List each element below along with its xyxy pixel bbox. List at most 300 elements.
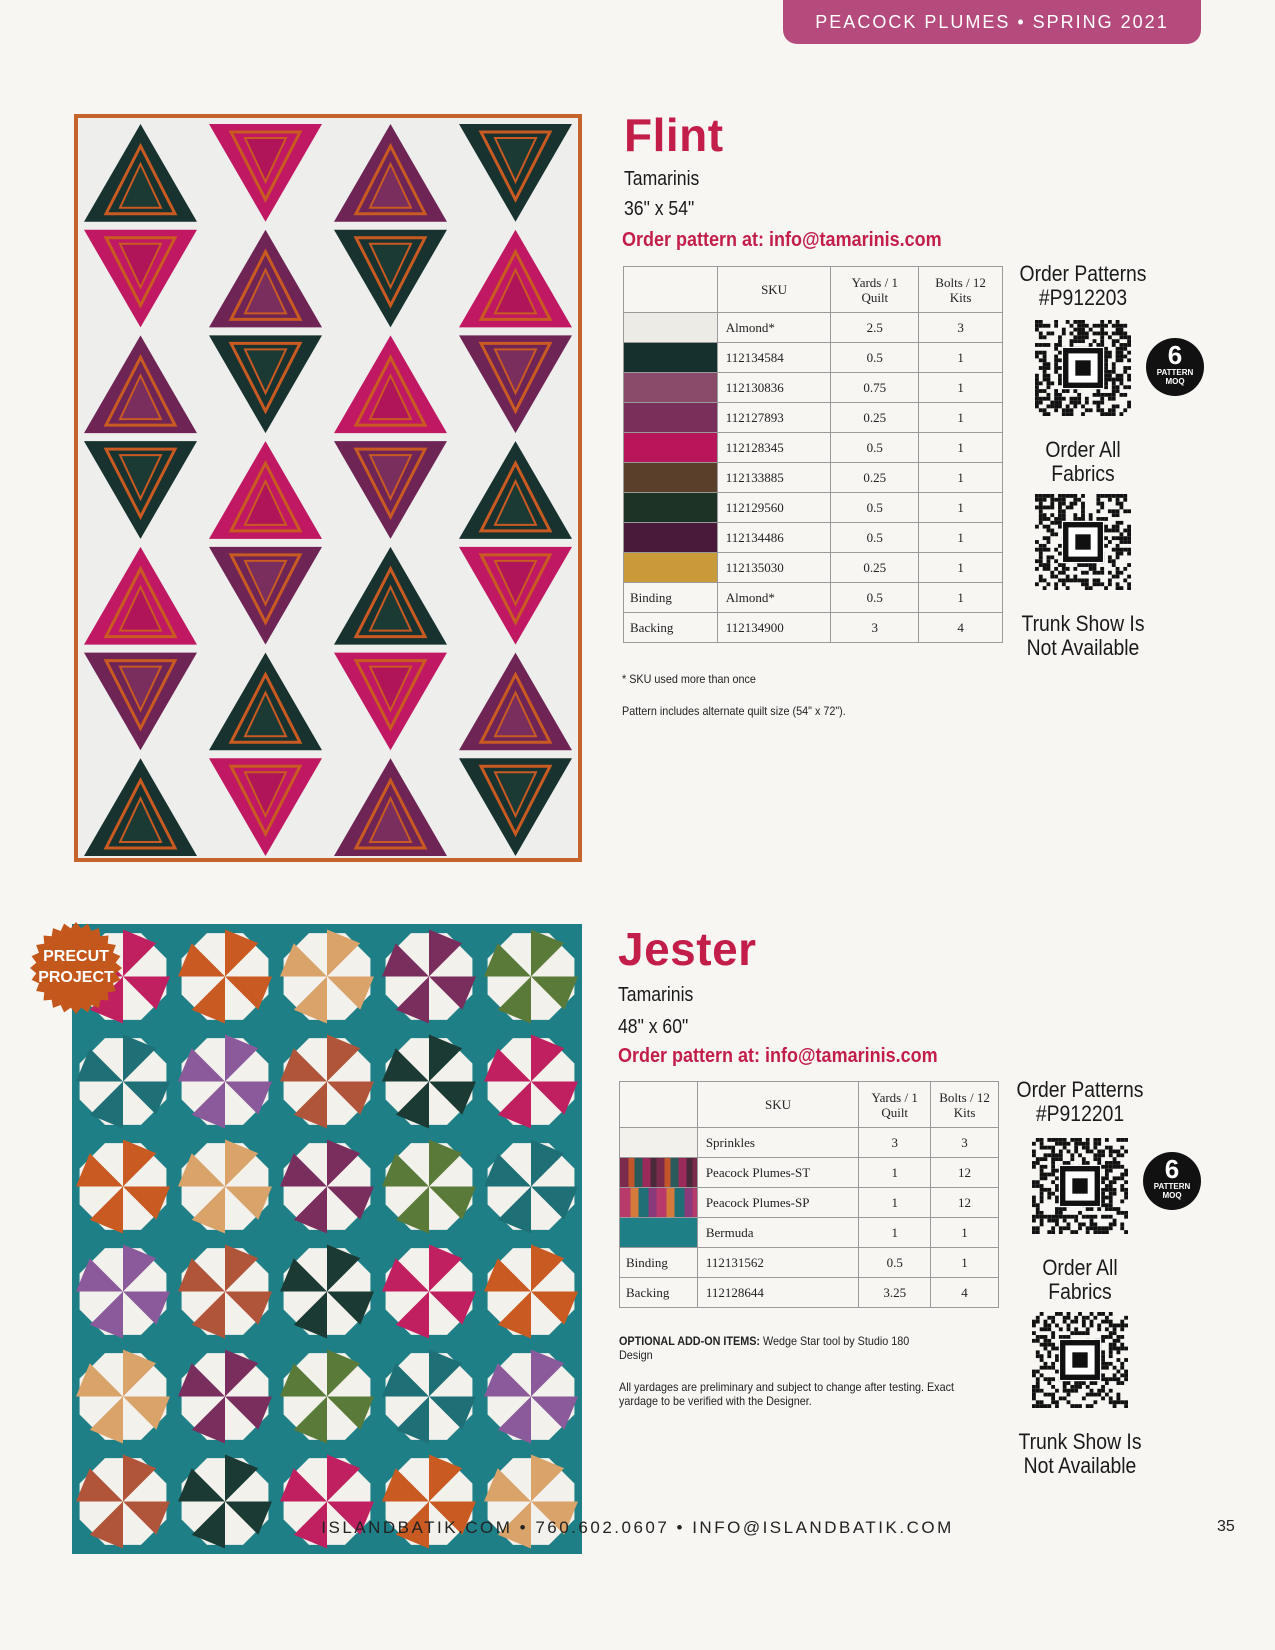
qr-module xyxy=(1109,1350,1113,1354)
qr-module xyxy=(1123,393,1127,397)
qr-module xyxy=(1040,1222,1044,1226)
qr-module xyxy=(1105,1366,1109,1370)
qr-module xyxy=(1112,536,1116,540)
jester-size: 48" x 60" xyxy=(618,1016,689,1038)
qr-module xyxy=(1116,355,1120,359)
qr-module xyxy=(1035,343,1039,347)
qr-module xyxy=(1070,1153,1074,1157)
qr-module xyxy=(1051,1226,1055,1230)
bolts-value: 3 xyxy=(919,313,1003,343)
qr-module xyxy=(1035,567,1039,571)
qr-module xyxy=(1090,1381,1094,1385)
qr-module xyxy=(1108,370,1112,374)
qr-module xyxy=(1055,1400,1059,1404)
qr-module xyxy=(1109,1331,1113,1335)
qr-module xyxy=(1116,548,1120,552)
qr-module xyxy=(1047,525,1051,529)
qr-module xyxy=(1093,1316,1097,1320)
qr-module xyxy=(1096,408,1100,412)
qr-module xyxy=(1054,324,1058,328)
qr-module xyxy=(1073,397,1077,401)
qr-module xyxy=(1112,389,1116,393)
qr-module xyxy=(1055,1199,1059,1203)
flint-order-link[interactable]: Order pattern at: info@tamarinis.com xyxy=(622,229,942,251)
qr-module xyxy=(1054,408,1058,412)
qr-module xyxy=(1109,1188,1113,1192)
qr-module xyxy=(1119,332,1123,336)
qr-module xyxy=(1116,509,1120,513)
qr-module xyxy=(1120,1173,1124,1177)
qr-module xyxy=(1096,498,1100,502)
table-row xyxy=(624,493,1003,523)
qr-module xyxy=(1054,582,1058,586)
qr-module xyxy=(1059,1230,1063,1234)
qr-module xyxy=(1116,1339,1120,1343)
qr-module xyxy=(1123,355,1127,359)
bolts-value: 3 xyxy=(931,1128,999,1158)
qr-module xyxy=(1081,412,1085,416)
bolts-value: 1 xyxy=(919,463,1003,493)
qr-module xyxy=(1109,1324,1113,1328)
jester-fabrics-qr-code[interactable] xyxy=(1032,1312,1128,1408)
qr-module xyxy=(1112,393,1116,397)
qr-module xyxy=(1070,494,1074,498)
qr-module xyxy=(1119,540,1123,544)
qr-module xyxy=(1047,1138,1051,1142)
qr-module xyxy=(1109,1207,1113,1211)
qr-module xyxy=(1070,332,1074,336)
qr-module xyxy=(1058,509,1062,513)
qr-module xyxy=(1039,517,1043,521)
qr-module xyxy=(1070,339,1074,343)
qr-module xyxy=(1043,498,1047,502)
qr-module xyxy=(1039,332,1043,336)
qr-module xyxy=(1108,555,1112,559)
fabric-swatch xyxy=(620,1218,698,1248)
qr-module xyxy=(1032,1324,1036,1328)
qr-module xyxy=(1032,1370,1036,1374)
qr-module xyxy=(1127,378,1131,382)
qr-module xyxy=(1063,1320,1067,1324)
jester-order-fabrics-line2: Fabrics xyxy=(1048,1279,1112,1304)
qr-module xyxy=(1073,404,1077,408)
qr-module xyxy=(1032,1389,1036,1393)
qr-module xyxy=(1044,1165,1048,1169)
qr-module xyxy=(1036,1161,1040,1165)
qr-module xyxy=(1093,393,1097,397)
qr-module xyxy=(1036,1354,1040,1358)
qr-module xyxy=(1047,529,1051,533)
qr-module xyxy=(1100,328,1104,332)
qr-module xyxy=(1116,575,1120,579)
qr-module xyxy=(1044,1327,1048,1331)
qr-module xyxy=(1058,343,1062,347)
qr-module xyxy=(1105,1381,1109,1385)
qr-module xyxy=(1100,506,1104,510)
qr-module xyxy=(1124,1169,1128,1173)
qr-module xyxy=(1105,1327,1109,1331)
qr-module xyxy=(1040,1176,1044,1180)
qr-module xyxy=(1051,1320,1055,1324)
qr-module xyxy=(1035,582,1039,586)
qr-module xyxy=(1047,555,1051,559)
qr-module xyxy=(1108,559,1112,563)
qr-module xyxy=(1050,521,1054,525)
qr-module xyxy=(1101,1339,1105,1343)
qr-module xyxy=(1067,1222,1071,1226)
qr-module xyxy=(1113,1377,1117,1381)
qr-module xyxy=(1123,408,1127,412)
qr-module xyxy=(1067,1324,1071,1328)
qr-module xyxy=(1116,498,1120,502)
qr-module xyxy=(1096,578,1100,582)
qr-module xyxy=(1070,1331,1074,1335)
qr-module xyxy=(1078,1385,1082,1389)
qr-module xyxy=(1085,586,1089,590)
qr-module xyxy=(1047,404,1051,408)
qr-module xyxy=(1058,517,1062,521)
qr-module xyxy=(1032,1320,1036,1324)
qr-module xyxy=(1093,1215,1097,1219)
qr-module xyxy=(1055,1157,1059,1161)
qr-module xyxy=(1100,517,1104,521)
qr-module xyxy=(1119,378,1123,382)
qr-module xyxy=(1036,1230,1040,1234)
qr-module xyxy=(1051,1396,1055,1400)
qr-module xyxy=(1035,548,1039,552)
table-header-bolts: Bolts / 12 Kits xyxy=(919,267,1003,313)
qr-module xyxy=(1097,1207,1101,1211)
qr-module xyxy=(1074,1320,1078,1324)
qr-module xyxy=(1051,1385,1055,1389)
qr-module xyxy=(1059,1335,1063,1339)
qr-module xyxy=(1090,1389,1094,1393)
qr-module xyxy=(1043,513,1047,517)
qr-module xyxy=(1047,540,1051,544)
qr-module xyxy=(1109,1396,1113,1400)
qr-module xyxy=(1059,1312,1063,1316)
qr-module xyxy=(1039,575,1043,579)
qr-module xyxy=(1039,513,1043,517)
qr-module xyxy=(1059,1226,1063,1230)
qr-module xyxy=(1047,385,1051,389)
qr-module xyxy=(1101,1354,1105,1358)
qr-module xyxy=(1062,328,1066,332)
qr-module xyxy=(1077,335,1081,339)
qr-module xyxy=(1055,1184,1059,1188)
qr-module xyxy=(1059,1207,1063,1211)
qr-module xyxy=(1047,567,1051,571)
jester-fabric-table xyxy=(619,1081,999,1308)
qr-module xyxy=(1043,362,1047,366)
qr-module xyxy=(1085,401,1089,405)
qr-module xyxy=(1096,393,1100,397)
qr-module xyxy=(1051,1173,1055,1177)
qr-module xyxy=(1119,552,1123,556)
qr-module xyxy=(1120,1222,1124,1226)
yards-value: 1 xyxy=(859,1158,931,1188)
qr-module xyxy=(1047,324,1051,328)
qr-module xyxy=(1047,1316,1051,1320)
qr-module xyxy=(1073,335,1077,339)
qr-module xyxy=(1035,385,1039,389)
qr-module xyxy=(1035,351,1039,355)
qr-module xyxy=(1036,1370,1040,1374)
header-tab xyxy=(783,0,1201,44)
jester-trunk-show xyxy=(1014,1430,1146,1478)
qr-module xyxy=(1062,494,1066,498)
qr-module xyxy=(1044,1393,1048,1397)
flint-fabrics-qr-code[interactable] xyxy=(1035,494,1131,590)
jester-designer: Tamarinis xyxy=(618,984,694,1006)
qr-module xyxy=(1093,578,1097,582)
fabric-sku: Almond* xyxy=(717,583,831,613)
qr-module xyxy=(1113,1373,1117,1377)
qr-module xyxy=(1043,548,1047,552)
jester-order-link[interactable]: Order pattern at: info@tamarinis.com xyxy=(618,1045,938,1067)
qr-module xyxy=(1062,412,1066,416)
qr-module xyxy=(1119,532,1123,536)
qr-module xyxy=(1036,1207,1040,1211)
qr-module xyxy=(1044,1343,1048,1347)
qr-module xyxy=(1062,498,1066,502)
qr-module xyxy=(1078,1312,1082,1316)
qr-module xyxy=(1112,362,1116,366)
qr-module xyxy=(1089,408,1093,412)
fabric-sku: 112130836 xyxy=(717,373,831,403)
qr-module xyxy=(1113,1347,1117,1351)
qr-module xyxy=(1058,571,1062,575)
qr-module xyxy=(1058,335,1062,339)
qr-module xyxy=(1116,586,1120,590)
flint-pattern-qr-code[interactable] xyxy=(1035,320,1131,416)
fabric-swatch xyxy=(624,373,718,403)
qr-module xyxy=(1074,1389,1078,1393)
qr-module xyxy=(1059,1211,1063,1215)
qr-module xyxy=(1109,1161,1113,1165)
qr-module xyxy=(1105,1161,1109,1165)
qr-module xyxy=(1119,343,1123,347)
qr-module xyxy=(1108,509,1112,513)
qr-module xyxy=(1120,1146,1124,1150)
qr-module xyxy=(1062,563,1066,567)
qr-module xyxy=(1089,517,1093,521)
qr-module xyxy=(1074,1404,1078,1408)
qr-module xyxy=(1067,1161,1071,1165)
qr-module xyxy=(1120,1335,1124,1339)
bolts-value: 1 xyxy=(931,1248,999,1278)
qr-module xyxy=(1063,1385,1067,1389)
qr-module xyxy=(1112,412,1116,416)
fabric-sku: 112131562 xyxy=(697,1248,858,1278)
qr-module xyxy=(1036,1381,1040,1385)
qr-module xyxy=(1077,498,1081,502)
jester-quilt-image xyxy=(72,924,582,1554)
qr-module xyxy=(1051,1165,1055,1169)
qr-module xyxy=(1078,1142,1082,1146)
qr-module xyxy=(1097,1327,1101,1331)
table-row xyxy=(620,1278,999,1308)
qr-module xyxy=(1043,408,1047,412)
qr-module xyxy=(1043,563,1047,567)
qr-module xyxy=(1040,1142,1044,1146)
flint-designer: Tamarinis xyxy=(624,168,700,190)
qr-module xyxy=(1116,1150,1120,1154)
qr-module xyxy=(1055,1358,1059,1362)
qr-module xyxy=(1082,1215,1086,1219)
qr-module xyxy=(1077,401,1081,405)
qr-module xyxy=(1116,1393,1120,1397)
qr-module xyxy=(1108,335,1112,339)
qr-module xyxy=(1120,1226,1124,1230)
qr-module xyxy=(1058,366,1062,370)
bolts-value: 1 xyxy=(919,343,1003,373)
qr-module xyxy=(1096,571,1100,575)
qr-module xyxy=(1054,498,1058,502)
qr-module xyxy=(1043,397,1047,401)
qr-module xyxy=(1055,1207,1059,1211)
qr-module xyxy=(1127,385,1131,389)
qr-module xyxy=(1109,1312,1113,1316)
qr-module xyxy=(1093,1222,1097,1226)
qr-module xyxy=(1113,1222,1117,1226)
qr-module xyxy=(1050,401,1054,405)
qr-module xyxy=(1066,412,1070,416)
qr-module xyxy=(1116,521,1120,525)
qr-module xyxy=(1047,1350,1051,1354)
table-header-sku: SKU xyxy=(717,267,831,313)
qr-module xyxy=(1043,389,1047,393)
qr-module xyxy=(1047,412,1051,416)
qr-module xyxy=(1082,1320,1086,1324)
jester-pattern-qr-code[interactable] xyxy=(1032,1138,1128,1234)
table-row xyxy=(624,403,1003,433)
qr-module xyxy=(1058,563,1062,567)
qr-module xyxy=(1100,494,1104,498)
qr-module xyxy=(1047,1343,1051,1347)
qr-module xyxy=(1054,559,1058,563)
qr-module xyxy=(1101,1203,1105,1207)
qr-module xyxy=(1032,1142,1036,1146)
yards-value: 3 xyxy=(831,613,919,643)
qr-module xyxy=(1035,401,1039,405)
qr-module xyxy=(1043,351,1047,355)
qr-module xyxy=(1082,1316,1086,1320)
qr-module xyxy=(1081,502,1085,506)
qr-module xyxy=(1063,1389,1067,1393)
qr-module xyxy=(1040,1169,1044,1173)
qr-module xyxy=(1058,552,1062,556)
qr-module xyxy=(1050,575,1054,579)
fabric-swatch xyxy=(624,463,718,493)
qr-module xyxy=(1123,529,1127,533)
table-row xyxy=(624,313,1003,343)
qr-module xyxy=(1101,1373,1105,1377)
qr-module xyxy=(1036,1180,1040,1184)
qr-module xyxy=(1101,1176,1105,1180)
bolts-value: 12 xyxy=(931,1158,999,1188)
qr-module xyxy=(1124,1180,1128,1184)
addon-label: OPTIONAL ADD-ON ITEMS: xyxy=(619,1334,761,1348)
qr-module xyxy=(1113,1192,1117,1196)
qr-module xyxy=(1058,339,1062,343)
qr-module xyxy=(1032,1219,1036,1223)
qr-module xyxy=(1070,1320,1074,1324)
qr-module xyxy=(1032,1199,1036,1203)
qr-module xyxy=(1055,1176,1059,1180)
qr-module xyxy=(1070,408,1074,412)
qr-module xyxy=(1070,1157,1074,1161)
qr-module xyxy=(1081,582,1085,586)
qr-module xyxy=(1089,586,1093,590)
qr-module xyxy=(1062,582,1066,586)
qr-module xyxy=(1059,1327,1063,1331)
qr-module xyxy=(1086,1138,1090,1142)
qr-module xyxy=(1120,1324,1124,1328)
qr-module xyxy=(1104,393,1108,397)
qr-module xyxy=(1054,521,1058,525)
qr-module xyxy=(1101,1389,1105,1393)
qr-module xyxy=(1051,1343,1055,1347)
qr-module xyxy=(1062,389,1066,393)
qr-module xyxy=(1109,1362,1113,1366)
qr-module xyxy=(1047,559,1051,563)
qr-module xyxy=(1036,1138,1040,1142)
qr-module xyxy=(1078,1138,1082,1142)
qr-module xyxy=(1051,1161,1055,1165)
qr-module xyxy=(1100,343,1104,347)
qr-module xyxy=(1047,563,1051,567)
qr-module xyxy=(1104,412,1108,416)
qr-module xyxy=(1073,328,1077,332)
qr-module xyxy=(1109,1377,1113,1381)
qr-module xyxy=(1116,374,1120,378)
qr-module xyxy=(1123,540,1127,544)
yards-value: 3 xyxy=(859,1128,931,1158)
qr-module xyxy=(1051,1169,1055,1173)
fabric-sku: 112134486 xyxy=(717,523,831,553)
qr-module xyxy=(1047,1327,1051,1331)
qr-module xyxy=(1086,1385,1090,1389)
qr-module xyxy=(1051,1153,1055,1157)
qr-module xyxy=(1104,517,1108,521)
qr-module xyxy=(1113,1339,1117,1343)
qr-module xyxy=(1040,1219,1044,1223)
qr-module xyxy=(1074,1219,1078,1223)
qr-module xyxy=(1116,351,1120,355)
qr-module xyxy=(1124,1196,1128,1200)
qr-module xyxy=(1108,320,1112,324)
qr-module xyxy=(1109,1320,1113,1324)
qr-module xyxy=(1119,494,1123,498)
qr-module xyxy=(1086,1230,1090,1234)
qr-module xyxy=(1124,1404,1128,1408)
qr-module xyxy=(1090,1312,1094,1316)
qr-module xyxy=(1050,555,1054,559)
table-row xyxy=(624,463,1003,493)
fabric-sku: Sprinkles xyxy=(697,1128,858,1158)
qr-module xyxy=(1040,1173,1044,1177)
qr-module xyxy=(1070,1230,1074,1234)
qr-module xyxy=(1116,1358,1120,1362)
qr-module xyxy=(1059,1157,1063,1161)
yards-value: 1 xyxy=(859,1188,931,1218)
qr-module xyxy=(1073,401,1077,405)
qr-module xyxy=(1120,1176,1124,1180)
qr-module xyxy=(1104,529,1108,533)
qr-module xyxy=(1073,578,1077,582)
qr-module xyxy=(1119,374,1123,378)
